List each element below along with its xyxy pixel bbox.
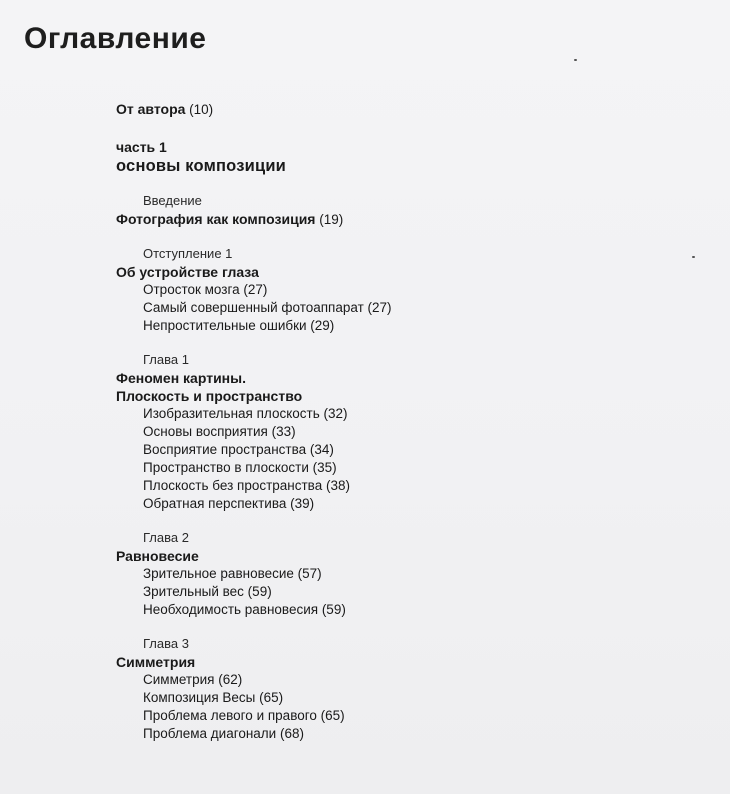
intro-page: (19) (319, 212, 344, 227)
list-item: Непростительные ошибки (29) (143, 318, 335, 333)
chapter1-title-line1: Феномен картины. (116, 370, 246, 386)
page-title: Оглавление (24, 22, 207, 55)
list-item: Проблема диагонали (68) (143, 726, 304, 741)
list-item: Восприятие пространства (34) (143, 442, 334, 457)
list-item: Пространство в плоскости (35) (143, 460, 337, 475)
spacer (116, 513, 676, 529)
dust-speck (574, 59, 577, 61)
spacer (116, 335, 676, 351)
list-item: Проблема левого и правого (65) (143, 708, 345, 723)
spacer (116, 229, 676, 245)
spacer (116, 176, 676, 192)
list-item: Необходимость равновесия (59) (143, 602, 346, 617)
chapter3-title: Симметрия (116, 654, 196, 670)
part-title: основы композиции (116, 157, 287, 175)
author-page: (10) (189, 102, 214, 117)
list-item: Обратная перспектива (39) (143, 496, 315, 511)
list-item: Самый совершенный фотоаппарат (27) (143, 300, 392, 315)
chapter1-label: Глава 1 (143, 352, 189, 367)
toc-entry-intro (116, 210, 676, 229)
list-item: Симметрия (62) (143, 672, 243, 687)
list-item: Зрительный вес (59) (143, 584, 272, 599)
intro-label: Введение (143, 193, 202, 208)
part-label: часть 1 (116, 139, 167, 155)
intro-title: Фотография как композиция (116, 211, 316, 227)
chapter3-label: Глава 3 (143, 636, 189, 651)
spacer (116, 619, 676, 635)
table-of-contents (116, 100, 676, 743)
toc-entry-author (116, 100, 676, 119)
list-item: Композиция Весы (65) (143, 690, 284, 705)
chapter2-label: Глава 2 (143, 530, 189, 545)
list-item: Основы восприятия (33) (143, 424, 296, 439)
author-label: От автора (116, 101, 186, 117)
chapter1-title-line2: Плоскость и пространство (116, 388, 303, 404)
list-item: Зрительное равновесие (57) (143, 566, 322, 581)
dust-speck (692, 256, 695, 258)
list-item: Отросток мозга (27) (143, 282, 268, 297)
chapter2-title: Равновесие (116, 548, 199, 564)
list-item: Плоскость без пространства (38) (143, 478, 350, 493)
digression1-label: Отступление 1 (143, 246, 233, 261)
list-item: Изобразительная плоскость (32) (143, 406, 348, 421)
digression1-title: Об устройстве глаза (116, 264, 259, 280)
